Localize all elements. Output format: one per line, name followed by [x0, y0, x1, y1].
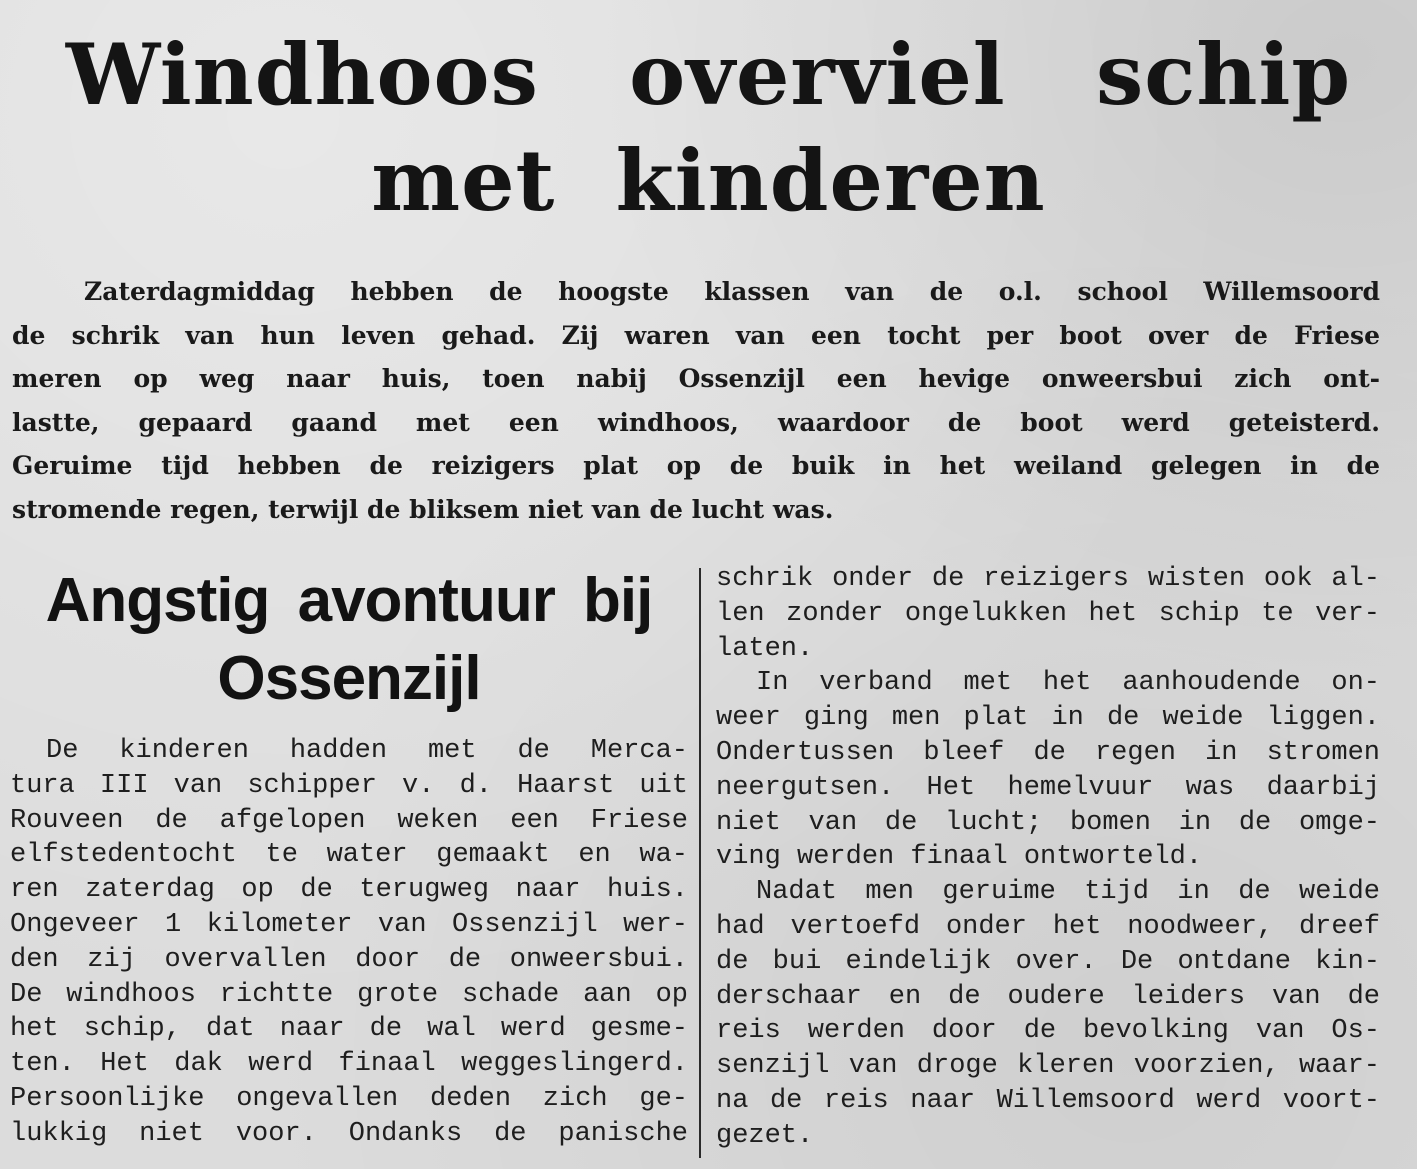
- text-line: niet van de lucht; bomen in de omge-: [716, 807, 1380, 838]
- lead-line: meren op weg naar huis, toen nabij Ossenzijl een hevige onweersbui zich ont-: [12, 364, 1380, 393]
- subheadline-line-1: Angstig avontuur bij: [45, 566, 653, 635]
- column-divider: [699, 568, 701, 1158]
- text-line: reis werden door de bevolking van Os-: [716, 1016, 1380, 1047]
- article-paragraph-1: [716, 562, 1380, 666]
- text-line: Rouveen de afgelopen weken een Friese: [10, 805, 688, 836]
- text-line: Persoonlijke ongevallen deden zich ge-: [10, 1083, 688, 1114]
- text-line: schrik onder de reizigers wisten ook al-: [716, 564, 1380, 594]
- article-paragraph-2: [716, 666, 1380, 875]
- lead-line: lastte, gepaard gaand met een windhoos, waardoor de boot werd geteisterd.: [12, 407, 1380, 437]
- lead-line: Geruime tijd hebben de reizigers plat op de buik in het weiland gelegen in de: [12, 451, 1380, 480]
- text-line: ren zaterdag op de terugweg naar huis.: [10, 875, 688, 906]
- text-line: ving werden finaal ontworteld.: [716, 842, 1203, 873]
- text-line: derschaar en de oudere leiders van de: [716, 981, 1380, 1012]
- text-line: lukkig niet voor. Ondanks de panische: [10, 1118, 688, 1149]
- text-line: senzijl van droge kleren voorzien, waar-: [716, 1051, 1380, 1082]
- text-line: Ongeveer 1 kilometer van Ossenzijl wer-: [10, 909, 688, 940]
- text-line: Ondertussen bleef de regen in stromen: [716, 737, 1380, 768]
- headline: [0, 20, 1417, 236]
- text-line: na de reis naar Willemsoord werd voort-: [716, 1085, 1380, 1116]
- text-line: In verband met het aanhoudende on-: [756, 668, 1380, 699]
- text-line: gezet.: [716, 1120, 814, 1151]
- lead-line: Zaterdagmiddag hebben de hoogste klassen van de o.l. school Willemsoord: [84, 277, 1380, 306]
- text-line: len zonder ongelukken het schip te ver-: [716, 598, 1380, 629]
- text-line: laten.: [716, 633, 814, 664]
- subheadline-line-2: Ossenzijl: [217, 644, 481, 713]
- text-line: neergutsen. Het hemelvuur was daarbij: [716, 772, 1380, 803]
- article-column-left: [10, 562, 688, 1152]
- text-line: De windhoos richtte grote schade aan op: [10, 979, 688, 1010]
- headline-line-2: met kinderen: [371, 131, 1046, 230]
- text-line: den zij overvallen door de onweersbui.: [10, 944, 688, 975]
- text-line: Nadat men geruime tijd in de weide: [756, 877, 1380, 908]
- subheadline: [10, 562, 688, 718]
- text-line: elfstedentocht te water gemaakt en wa-: [10, 840, 688, 871]
- text-line: het schip, dat naar de wal werd gesme-: [10, 1014, 688, 1045]
- article-column-right: [716, 562, 1380, 1154]
- headline-line-1: Windhoos overviel schip: [65, 25, 1352, 124]
- text-line: De kinderen hadden met de Merca-: [46, 736, 688, 766]
- lead-line: de schrik van hun leven gehad. Zij waren van een tocht per boot over de Friese: [12, 320, 1380, 350]
- text-line: de bui eindelijk over. De ontdane kin-: [716, 946, 1380, 977]
- text-line: had vertoefd onder het noodweer, dreef: [716, 911, 1380, 942]
- article-paragraph-3: [716, 875, 1380, 1153]
- lead-paragraph: [12, 270, 1380, 531]
- text-line: weer ging men plat in de weide liggen.: [716, 703, 1380, 734]
- text-line: tura III van schipper v. d. Haarst uit: [10, 770, 688, 801]
- article-paragraph: [10, 734, 688, 1152]
- lead-line: stromende regen, terwijl de bliksem niet van de lucht was.: [12, 494, 834, 524]
- text-line: ten. Het dak werd finaal weggeslingerd.: [10, 1049, 688, 1080]
